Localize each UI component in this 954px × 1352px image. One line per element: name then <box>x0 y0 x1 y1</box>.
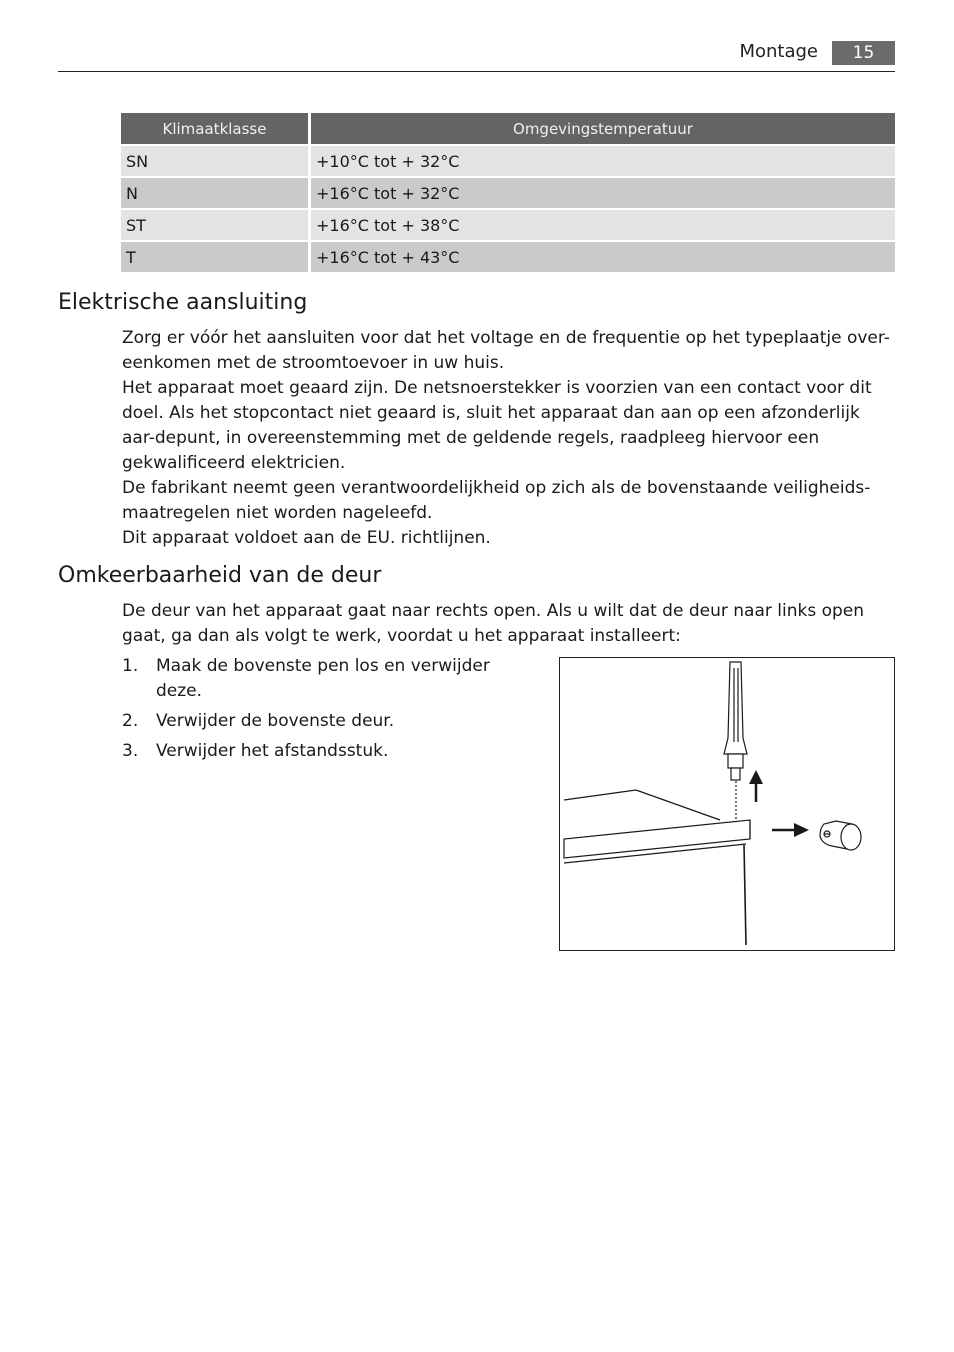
table-cell-class: N <box>121 178 311 208</box>
table-cell-temperature: +10°C tot + 32°C <box>311 146 895 176</box>
table-cell-temperature: +16°C tot + 32°C <box>311 178 895 208</box>
table-row <box>121 242 895 272</box>
table-cell-class: SN <box>121 146 311 176</box>
column-header-climate-class: Klimaatklasse <box>121 113 311 144</box>
door-hinge-illustration <box>559 657 895 951</box>
table-row <box>121 210 895 240</box>
spacer-part-icon <box>820 821 861 850</box>
climate-class-table <box>121 111 895 274</box>
table-cell-temperature: +16°C tot + 38°C <box>311 210 895 240</box>
paragraph: Zorg er vóór het aansluiten voor dat het voltage en de frequentie op het typeplaatje over-eenkomen met de stroomtoevoer in uw huis. <box>122 328 890 373</box>
electric-body <box>122 326 895 551</box>
step-number: 2. <box>122 711 139 731</box>
table-cell-class: ST <box>121 210 311 240</box>
hinge-removal-drawing <box>560 658 894 950</box>
page-number: 15 <box>832 41 895 65</box>
step-number: 3. <box>122 741 139 761</box>
column-header-ambient-temperature: Omgevingstemperatuur <box>311 113 895 144</box>
step-text: Verwijder de bovenste deur. <box>156 711 395 731</box>
paragraph: De deur van het apparaat gaat naar rechts open. Als u wilt dat de deur naar links open gaat, ga dan als volgt te werk, voordat u het apparaat installeert: <box>122 601 865 646</box>
section-heading-electric: Elektrische aansluiting <box>58 290 308 315</box>
step-number: 1. <box>122 656 139 676</box>
list-item <box>122 654 502 704</box>
paragraph: Dit apparaat voldoet aan de EU. richtlijnen. <box>122 528 491 548</box>
table-row <box>121 146 895 176</box>
screwdriver-icon <box>724 662 747 820</box>
step-text: Maak de bovenste pen los en verwijder deze. <box>156 656 490 701</box>
section-title: Montage <box>739 41 818 62</box>
table-header-row <box>121 113 895 144</box>
step-text: Verwijder het afstandsstuk. <box>156 741 389 761</box>
paragraph: Het apparaat moet geaard zijn. De netsnoerstekker is voorzien van een contact voor dit doel. Als het stopcontact niet geaard is, sluit het apparaat dan aan op een afzonderlijk aar-depunt, in overeenstemming met de geldende regels, raadpleeg hiervoor een gekwalificeerd elektricien. <box>122 378 872 473</box>
page-header <box>58 40 895 72</box>
paragraph: De fabrikant neemt geen verantwoordelijkheid op zich als de bovenstaande veiligheids-maatregelen niet worden nageleefd. <box>122 478 871 523</box>
list-item <box>122 709 502 734</box>
instruction-steps <box>122 654 502 769</box>
section-heading-door-reversal: Omkeerbaarheid van de deur <box>58 563 382 588</box>
arrow-up-icon <box>749 770 763 802</box>
appliance-top-icon <box>564 790 750 945</box>
arrow-right-icon <box>772 823 809 837</box>
table-row <box>121 178 895 208</box>
list-item <box>122 739 502 764</box>
table-cell-class: T <box>121 242 311 272</box>
door-intro <box>122 599 895 649</box>
table-cell-temperature: +16°C tot + 43°C <box>311 242 895 272</box>
